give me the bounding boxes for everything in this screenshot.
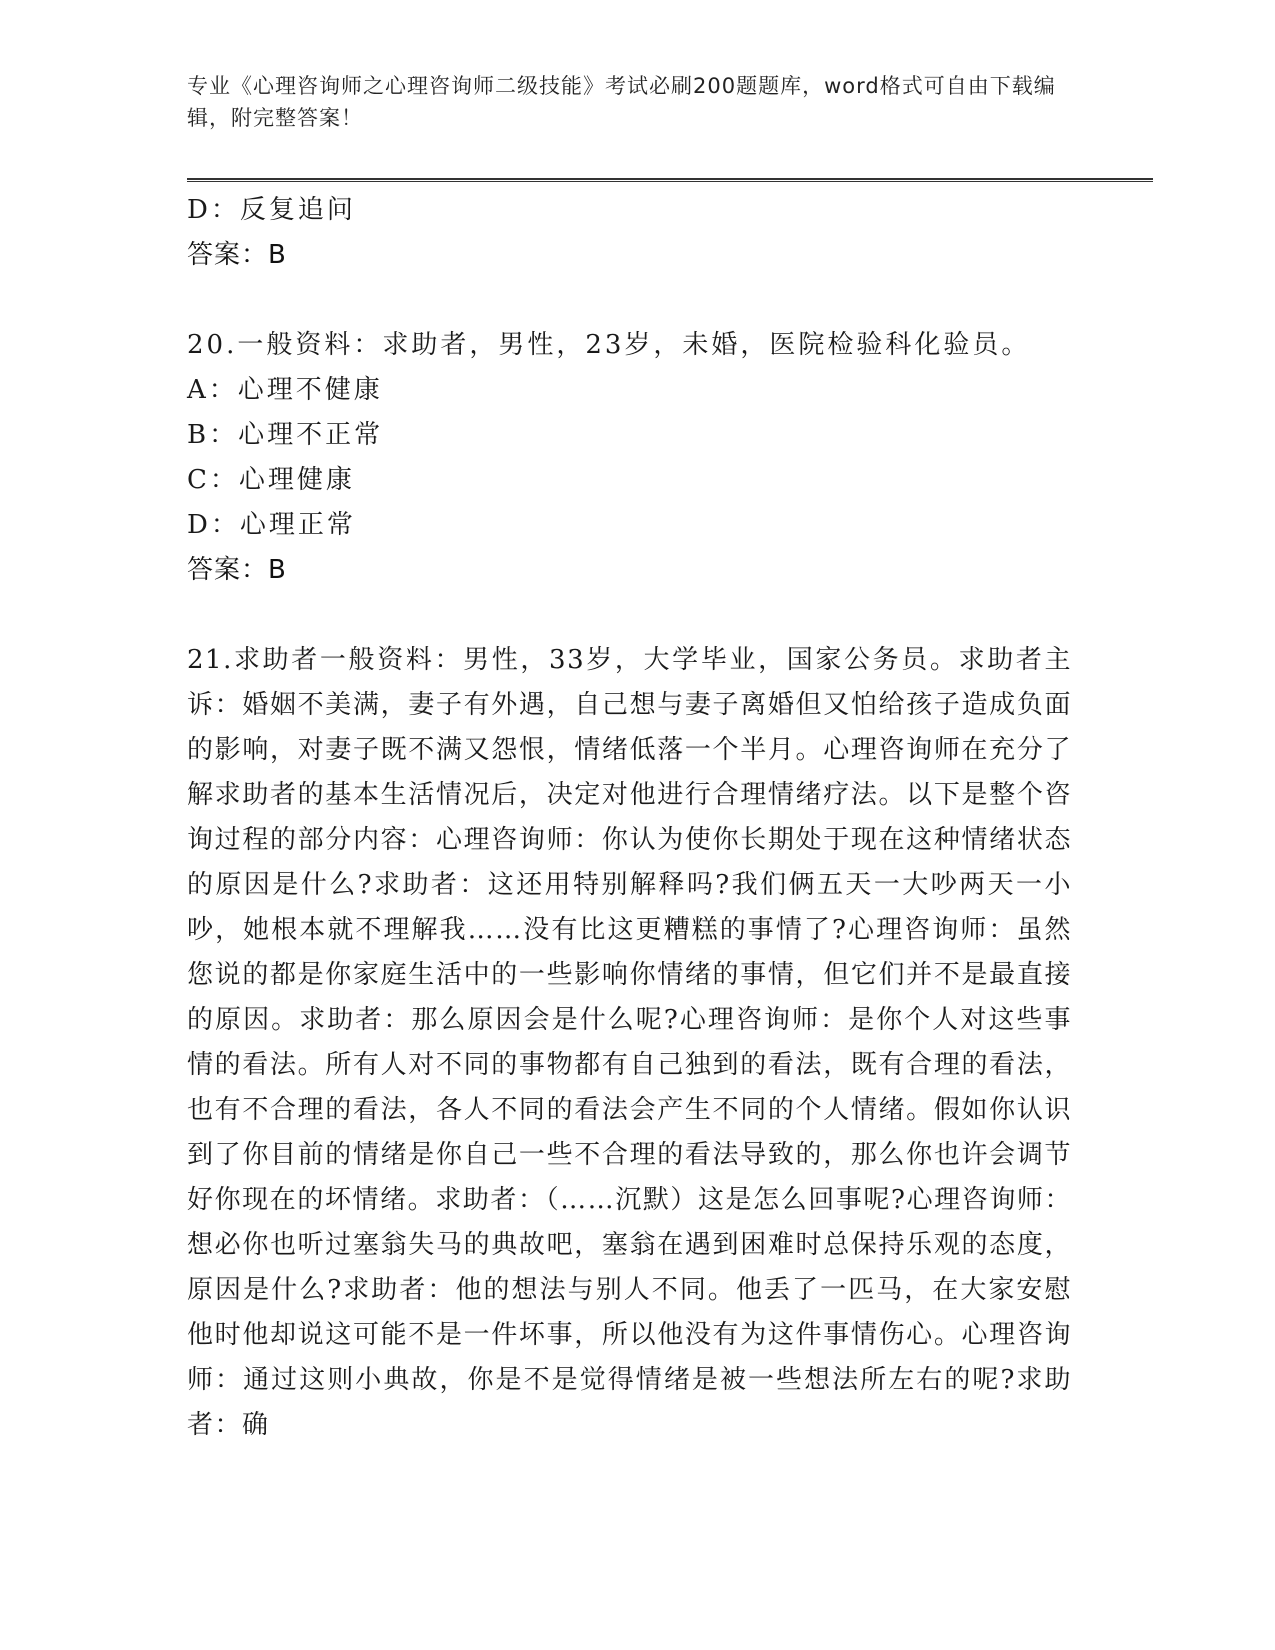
question-20-stem: 20.一般资料：求助者，男性，23岁，未婚，医院检验科化验员。	[187, 330, 1031, 360]
prev-answer: 答案：B	[187, 240, 287, 270]
question-20-option-a: A：心理不健康	[187, 375, 383, 405]
question-20-option-b: B：心理不正常	[187, 420, 384, 450]
question-20-option-c: C：心理健康	[187, 465, 355, 495]
prev-option-d: D：反复追问	[187, 195, 356, 225]
question-20-answer: 答案：B	[187, 555, 287, 585]
document-body	[187, 188, 1087, 1448]
question-20-option-d: D：心理正常	[187, 510, 356, 540]
document-header: 专业《心理咨询师之心理咨询师二级技能》考试必刷200题题库，word格式可自由下载编辑，附完整答案！	[187, 74, 1056, 130]
header-divider	[187, 178, 1153, 182]
question-21-stem: 21.求助者一般资料：男性，33岁，大学毕业，国家公务员。求助者主诉：婚姻不美满，妻子有外遇，自己想与妻子离婚但又怕给孩子造成负面的影响，对妻子既不满又怨恨，情绪低落一个半月。心理咨询师在充分了解求助者的基本生活情况后，决定对他进行合理情绪疗法。以下是整个咨询过程的部分内容：心理咨询师：你认为使你长期处于现在这种情绪状态的原因是什么?求助者：这还用特别解释吗?我们俩五天一大吵两天一小吵，她根本就不理解我……没有比这更糟糕的事情了?心理咨询师：虽然您说的都是你家庭生活中的一些影响你情绪的事情，但它们并不是最直接的原因。求助者：那么原因会是什么呢?心理咨询师：是你个人对这些事情的看法。所有人对不同的事物都有自己独到的看法，既有合理的看法，也有不合理的看法，各人不同的看法会产生不同的个人情绪。假如你认识到了你目前的情绪是你自己一些不合理的看法导致的，那么你也许会调节好你现在的坏情绪。求助者：（……沉默）这是怎么回事呢?心理咨询师：想必你也听过塞翁失马的典故吧，塞翁在遇到困难时总保持乐观的态度，原因是什么?求助者：他的想法与别人不同。他丢了一匹马，在大家安慰他时他却说这可能不是一件坏事，所以他没有为这件事情伤心。心理咨询师：通过这则小典故，你是不是觉得情绪是被一些想法所左右的呢?求助者：确	[187, 645, 1072, 1440]
spacer	[187, 278, 1087, 323]
spacer	[187, 593, 1087, 638]
